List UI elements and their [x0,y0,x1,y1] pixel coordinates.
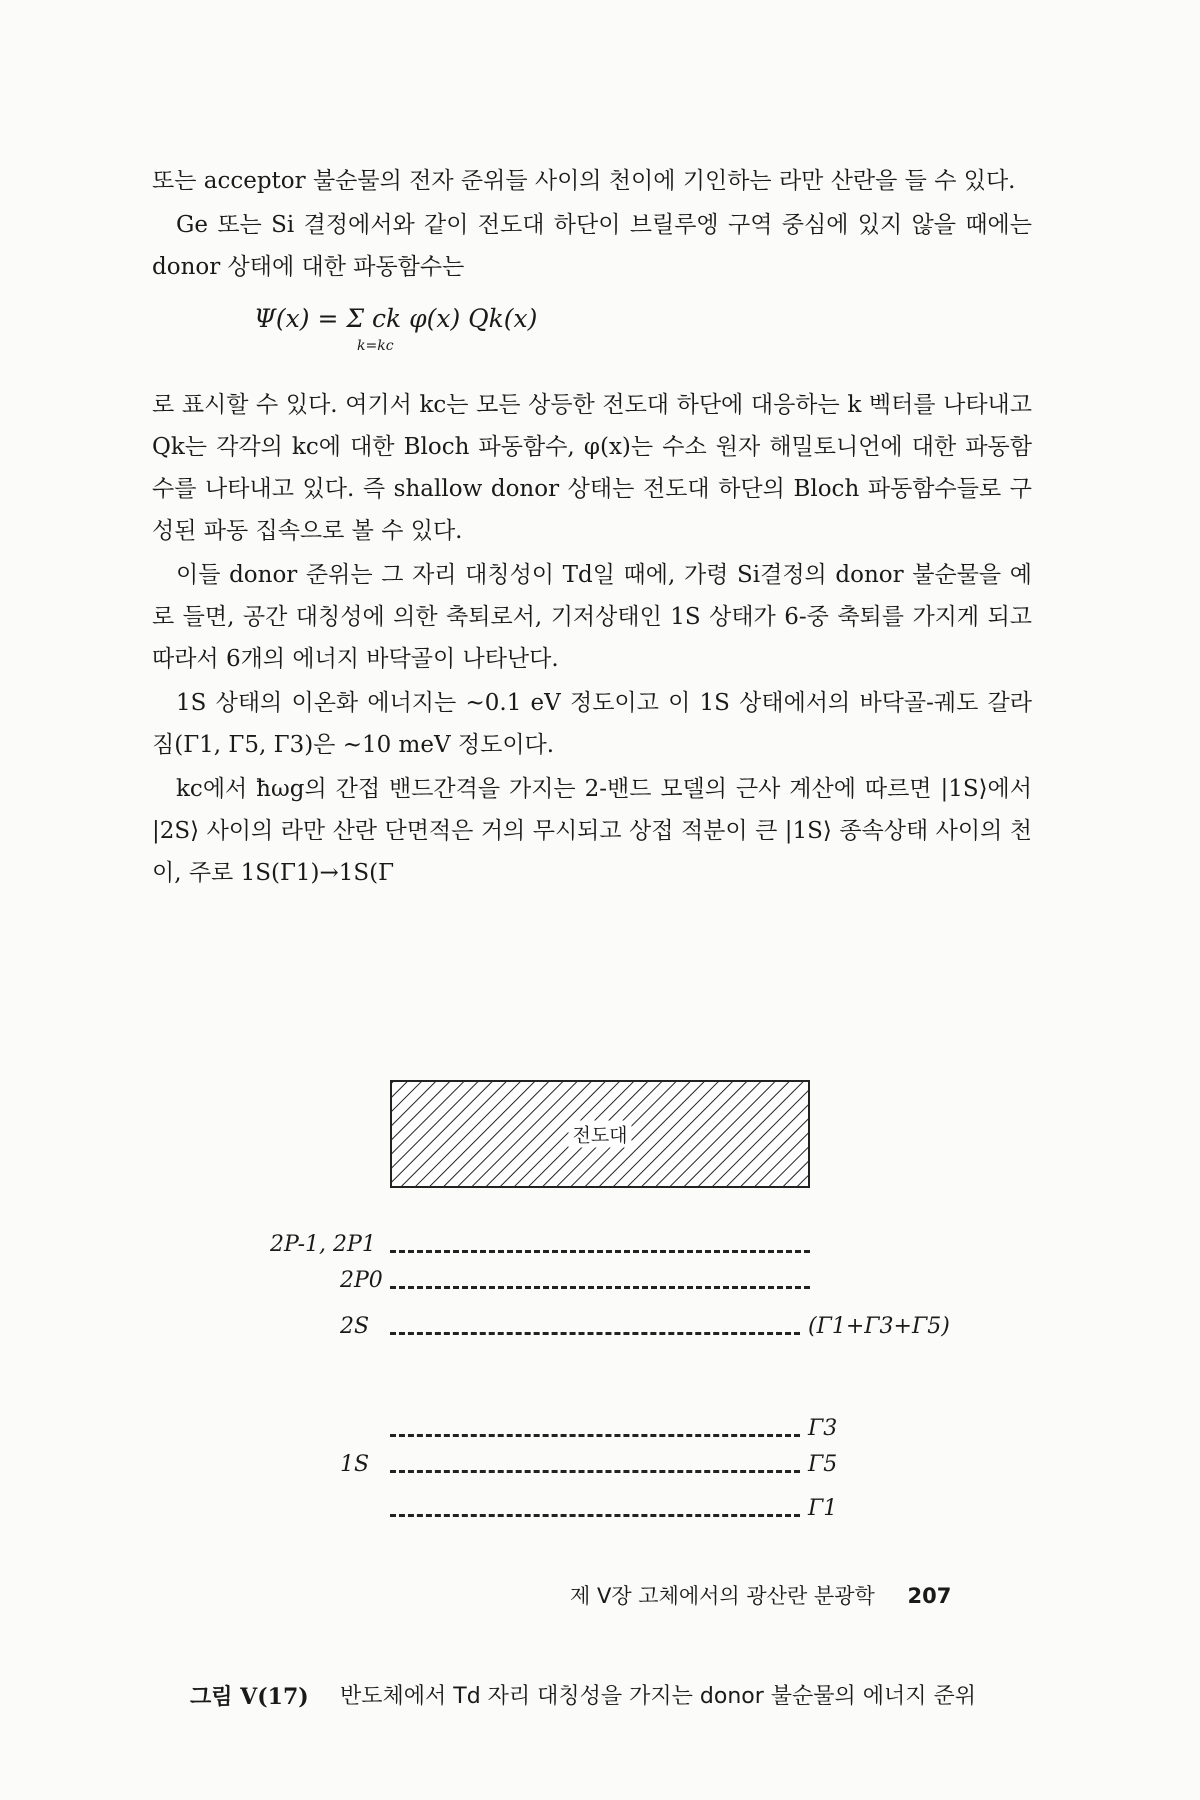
conduction-band [390,1080,810,1188]
conduction-band-label: 전도대 [568,1121,631,1148]
equation-subscript: k=kc [357,338,394,354]
paragraph-3: 로 표시할 수 있다. 여기서 kc는 모든 상등한 전도대 하단에 대응하는 k 벡터를 나타내고 Qk는 각각의 kc에 대한 Bloch 파동함수, φ(x)는 수소 원자 해밀토니언에 대한 파동함수를 나타내고 있다. 즉 shallow donor 상태는 전도대 하단의 Bloch 파동함수들로 구성된 파동 집속으로 볼 수 있다. [152,392,1032,544]
page-number: 207 [907,1584,952,1608]
equation-main: Ψ(x) = Σ ck φ(x) Qk(x) [254,304,538,333]
paragraph-6: kc에서 ħωg의 간접 밴드간격을 가지는 2-밴드 모델의 근사 계산에 따르면 |1S⟩에서 |2S⟩ 사이의 라만 산란 단면적은 거의 무시되고 상접 적분이 큰 |1S⟩ 종속상태 사이의 천이, 주로 1S(Γ1)→1S(Γ [152,776,1032,886]
level-symmetry-1s-g3: Γ3 [808,1416,838,1441]
chapter-title: 제 V장 고체에서의 광산란 분광학 [570,1584,875,1608]
level-symmetry-1s-g5: Γ5 [808,1452,838,1477]
level-1s-g5 [390,1470,800,1473]
paragraph-2: Ge 또는 Si 결정에서와 같이 전도대 하단이 브릴루엥 구역 중심에 있지 않을 때에는 donor 상태에 대한 파동함수는 [152,212,1032,280]
level-2p0 [390,1286,810,1289]
level-label-1s: 1S [340,1452,370,1477]
figure-caption-text: 반도체에서 Td 자리 대칭성을 가지는 donor 불순물의 에너지 준위 [340,1684,977,1709]
level-1s-g3 [390,1434,800,1437]
level-label-2p0: 2P0 [340,1268,383,1293]
level-label-2p1: 2P-1, 2P1 [270,1232,376,1257]
level-1s-g1 [390,1514,800,1517]
page-footer [570,1580,951,1610]
paragraph-5: 1S 상태의 이온화 에너지는 ~0.1 eV 정도이고 이 1S 상태에서의 바닥골-궤도 갈라짐(Γ1, Γ5, Γ3)은 ~10 meV 정도이다. [152,690,1032,758]
wavefunction-equation [152,294,1032,376]
body-text [152,160,1032,894]
level-symmetry-2s: (Γ1+Γ3+Γ5) [808,1314,950,1339]
paragraph-1: 또는 acceptor 불순물의 전자 준위들 사이의 천이에 기인하는 라만 산란을 들 수 있다. [152,168,1016,194]
level-2s [390,1332,800,1335]
figure-number: 그림 V(17) [190,1684,309,1710]
level-label-2s: 2S [340,1314,370,1339]
energy-level-diagram [260,1060,960,1660]
level-symmetry-1s-g1: Γ1 [808,1496,838,1521]
paragraph-4: 이들 donor 준위는 그 자리 대칭성이 Td일 때에, 가령 Si결정의 donor 불순물을 예로 들면, 공간 대칭성에 의한 축퇴로서, 기저상태인 1S 상태가 6-중 축퇴를 가지게 되고 따라서 6개의 에너지 바닥골이 나타난다. [152,562,1032,672]
level-2p1 [390,1250,810,1253]
